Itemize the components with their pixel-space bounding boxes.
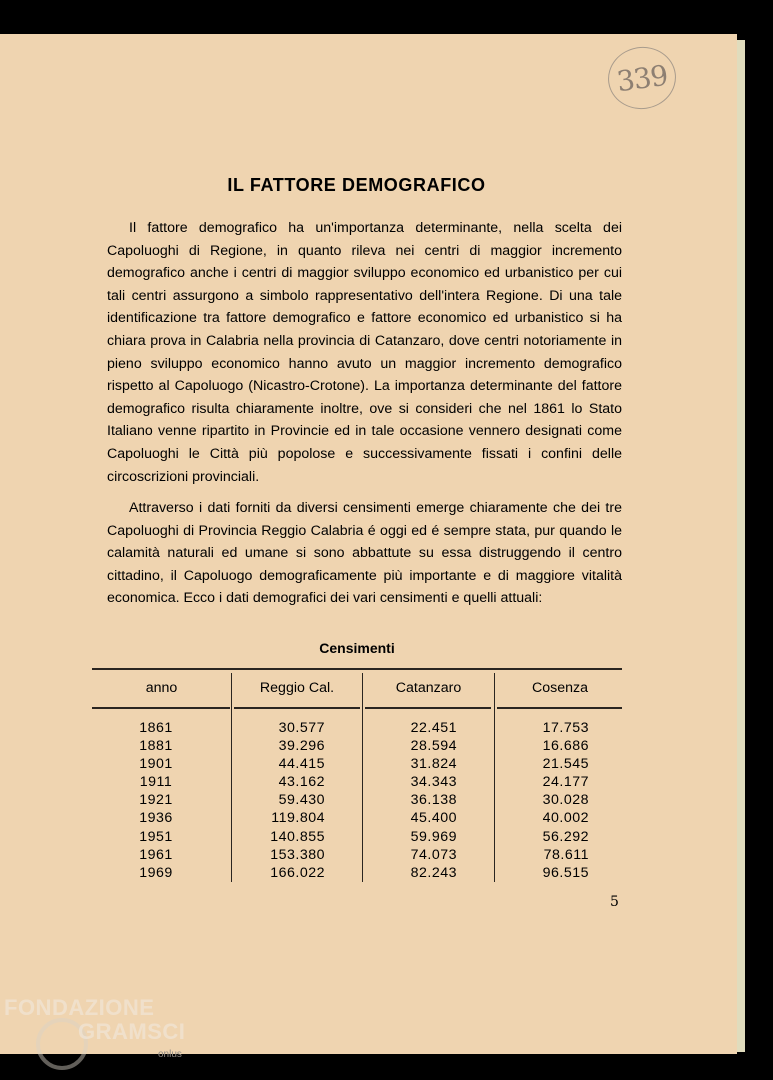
column-catanzaro	[370, 719, 457, 882]
table-cell: 82.243	[410, 864, 457, 881]
table-cell: 21.545	[542, 756, 589, 773]
paragraph-1-text: Il fattore demografico ha un'importanza determinante, nella scelta dei Capoluoghi di Regione, in quanto rileva nei centri di maggior incremento demografico anche i centri di maggior sviluppo economico ed urbanistico per cui tali centri assurgono a simbolo rappresentativo dell'intera Regione. Di una tale identificazione tra fattore demografico e fattore economico ed urbanistico si ha chiara prova in Calabria nella provincia di Catanzaro, dove centri notoriamente in pieno sviluppo economico hanno avuto un maggior incremento demografico rispetto al Capoluogo (Nicastro-Crotone). La importanza determinante del fattore demografico risulta chiaramente inoltre, ove si consideri che nel 1861 lo Stato Italiano venne ripartito in Provincie ed in tale occasione vennero designati come Capoluoghi le Città più popolose e successivamente fissati i confini delle circoscrizioni provinciali.	[107, 220, 622, 485]
header-underline-cosenza	[497, 707, 622, 709]
header-underline-anno	[92, 707, 230, 709]
paragraph-2-text: Attraverso i dati forniti da diversi censimenti emerge chiaramente che dei tre Capoluoghi di Provincia Reggio Calabria é oggi ed é sempre stata, pur quando le calamità naturali ed umane si sono abbattute su essa distruggendo il centro cittadino, il Capoluogo demograficamente più importante e di maggiore vitalità economica. Ecco i dati demografici dei vari censimenti e quelli attuali:	[107, 500, 622, 607]
table-cell: 24.177	[542, 774, 589, 791]
watermark-line-1: FONDAZIONE	[4, 995, 155, 1020]
table-cell: 44.415	[278, 756, 325, 773]
table-cell: 31.824	[410, 756, 457, 773]
table-cell: 36.138	[410, 792, 457, 809]
watermark-suffix: onlus	[158, 1049, 182, 1060]
header-anno: anno	[145, 680, 178, 696]
table-cell: 1901	[139, 756, 173, 773]
table-cell: 96.515	[542, 864, 589, 881]
table-cell: 39.296	[278, 738, 325, 755]
table-cell: 16.686	[542, 738, 589, 755]
table-caption: Censimenti	[319, 640, 395, 656]
column-reggio	[240, 719, 325, 882]
page-number: 5	[610, 894, 619, 910]
table-cell: 30.028	[542, 792, 589, 809]
archive-stamp: 339	[604, 43, 680, 114]
header-underline-catanzaro	[365, 707, 491, 709]
table-cell: 1921	[139, 792, 173, 809]
header-catanzaro: Catanzaro	[395, 680, 462, 696]
table-cell: 119.804	[271, 810, 325, 827]
table-cell: 43.162	[278, 774, 325, 791]
table-cell: 1881	[139, 738, 173, 755]
table-top-rule	[92, 668, 622, 670]
table-cell: 166.022	[270, 864, 325, 881]
watermark-line-2: GRAMSCI	[78, 1019, 186, 1044]
table-cell: 1911	[139, 774, 173, 791]
table-cell: 45.400	[410, 810, 457, 827]
table-cell: 74.073	[410, 846, 457, 863]
table-cell: 59.430	[278, 792, 325, 809]
column-divider	[494, 673, 495, 882]
table-cell: 1936	[139, 810, 173, 827]
table-cell: 78.611	[543, 846, 589, 863]
column-cosenza	[500, 719, 589, 882]
column-divider	[231, 673, 232, 882]
table-cell: 1951	[139, 828, 173, 845]
table-cell: 1861	[139, 720, 173, 736]
table-cell: 1969	[139, 864, 173, 881]
page-title: IL FATTORE DEMOGRAFICO	[227, 175, 486, 195]
paragraph-2	[107, 497, 622, 610]
paragraph-1	[107, 217, 622, 488]
table-cell: 1961	[139, 846, 173, 863]
column-anno	[120, 719, 192, 882]
table-cell: 140.855	[270, 828, 325, 845]
table-cell: 40.002	[542, 810, 589, 827]
table-cell: 17.753	[542, 720, 589, 736]
header-cosenza: Cosenza	[532, 680, 588, 696]
header-reggio: Reggio Cal.	[259, 680, 335, 696]
table-cell: 59.969	[410, 828, 457, 845]
table-cell: 34.343	[410, 774, 457, 791]
header-underline-reggio	[234, 707, 360, 709]
table-cell: 22.451	[410, 720, 457, 736]
table-cell: 28.594	[410, 738, 457, 755]
column-divider	[362, 673, 363, 882]
table-cell: 30.577	[278, 720, 325, 736]
watermark-logo	[4, 996, 185, 1044]
table-cell: 56.292	[542, 828, 589, 845]
table-cell: 153.380	[270, 846, 325, 863]
